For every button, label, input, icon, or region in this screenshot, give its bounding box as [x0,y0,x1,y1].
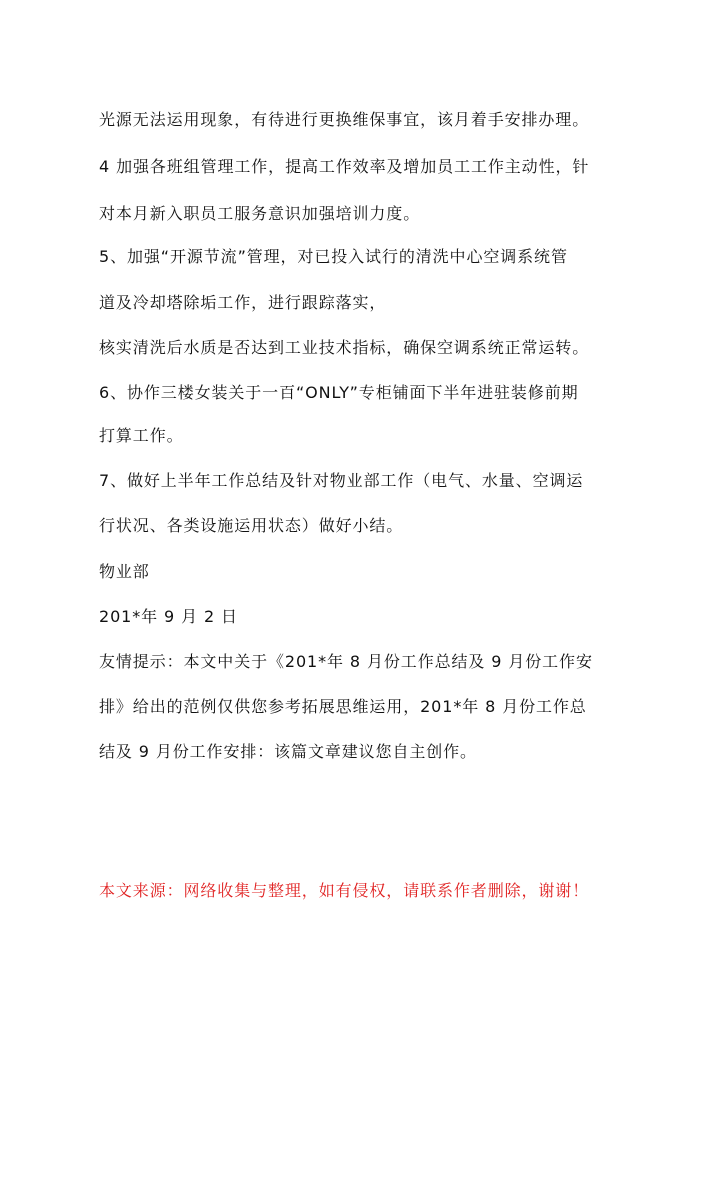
document-date: 201*年 9 月 2 日 [99,607,238,626]
tip-line: 友情提示：本文中关于《201*年 8 月份工作总结及 9 月份工作安 [99,652,593,671]
source-note: 本文来源：网络收集与整理，如有侵权，请联系作者删除，谢谢！ [99,881,590,900]
paragraph-line: 6、协作三楼女装关于一百“ONLY”专柜铺面下半年进驻装修前期 [99,383,579,402]
paragraph-line: 行状况、各类设施运用状态）做好小结。 [99,516,404,535]
paragraph-line: 核实清洗后水质是否达到工业技术指标，确保空调系统正常运转。 [99,338,590,357]
tip-line: 结及 9 月份工作安排：该篇文章建议您自主创作。 [99,742,477,761]
tip-line: 排》给出的范例仅供您参考拓展思维运用，201*年 8 月份工作总 [99,697,587,716]
paragraph-line: 打算工作。 [99,426,184,445]
department-signature: 物业部 [99,562,150,581]
paragraph-line: 4 加强各班组管理工作，提高工作效率及增加员工工作主动性，针 [99,157,590,176]
paragraph-line: 5、加强“开源节流”管理，对已投入试行的清洗中心空调系统管 [99,247,568,266]
paragraph-line: 7、做好上半年工作总结及针对物业部工作（电气、水量、空调运 [99,471,584,490]
paragraph-line: 对本月新入职员工服务意识加强培训力度。 [99,204,421,223]
paragraph-line: 道及冷却塔除垢工作，进行跟踪落实， [99,293,387,312]
paragraph-line: 光源无法运用现象，有待进行更换维保事宜，该月着手安排办理。 [99,110,590,129]
